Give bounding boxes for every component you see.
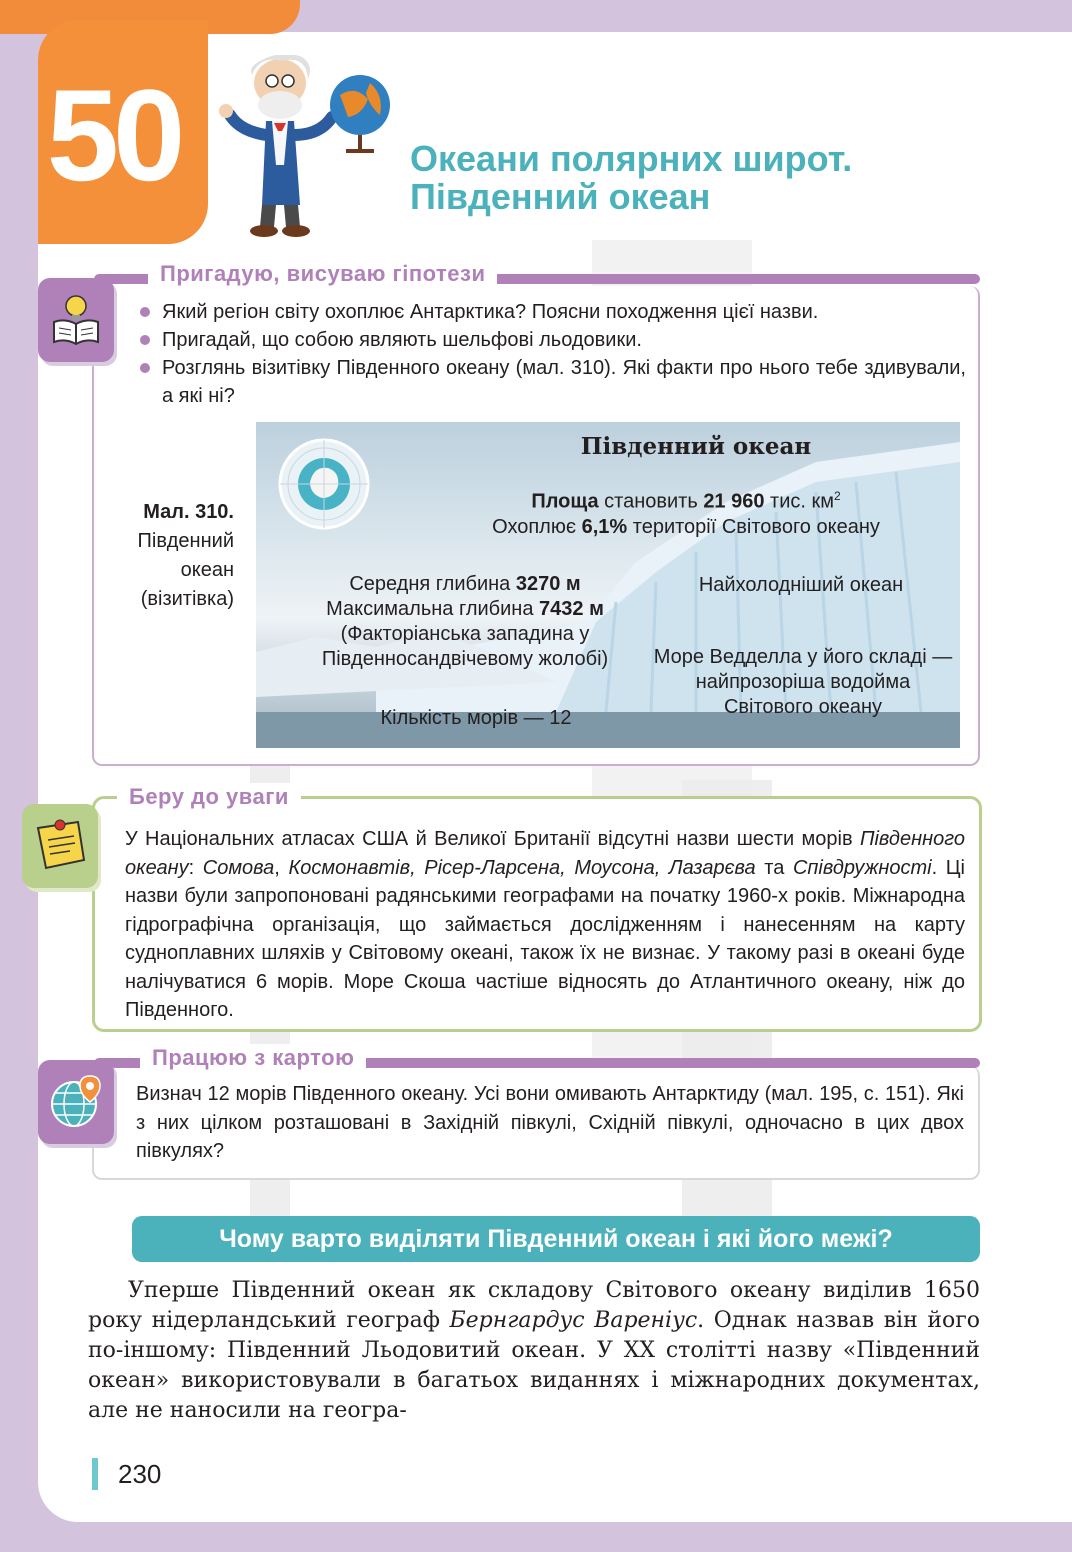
note-box [92, 784, 982, 1032]
recall-section-title: Пригадую, висуваю гіпотези [148, 260, 497, 288]
list-item: Який регіон світу охоплює Антарктика? Поясни походження цієї назви. [138, 298, 966, 326]
book-lightbulb-icon [48, 292, 104, 348]
lesson-title-line2: Південний океан [410, 176, 711, 217]
covers-value: 6,1% [581, 516, 628, 538]
list-item: Розглянь візитівку Південного океану (мал. 310). Які факти про нього тебе здивували, а які ні? [138, 354, 966, 410]
map-task-text: Визнач 12 морів Південного океану. Усі вони омивають Антарктиду (мал. 195, с. 151). Які з них цілком розташовані в Західній півкулі, Східній півкулі, одночасно в цих двох півкулях? [136, 1083, 964, 1162]
map-box [92, 1045, 980, 1180]
figure-caption-text: Південний океан (візитівка) [137, 530, 234, 610]
body-text-name: Бернгардус Вареніус [449, 1308, 698, 1333]
card-coldest: Найхолодніший океан [698, 574, 904, 596]
body-paragraph [88, 1276, 980, 1426]
note-text-sep: та [755, 856, 793, 879]
antarctica-globe-icon [276, 436, 372, 532]
map-section-title: Працюю з картою [140, 1044, 366, 1072]
globe-pin-icon [46, 1072, 106, 1132]
area-label: Площа [531, 490, 599, 513]
card-weddell: Море Ведделла у його складі — найпрозоріша водойма Світового океану [653, 646, 953, 718]
area-mid: становить [598, 490, 704, 513]
section-heading: Чому варто виділяти Південний океан і які його межі? [132, 1216, 980, 1262]
lesson-number: 50 [46, 62, 180, 208]
map-section-icon-tile [38, 1060, 114, 1144]
area-value: 21 960 [703, 490, 765, 513]
card-depth [280, 572, 650, 672]
avg-depth-value: 3270 м [515, 573, 581, 595]
sticky-note-icon [30, 816, 90, 876]
sea-name: Космонавтів, Рісер-Ларсена, Моусона, Лазарєва [288, 856, 756, 879]
note-text-part2: : [188, 856, 203, 879]
avg-depth-label: Середня глибина [349, 573, 516, 595]
recall-questions [138, 298, 966, 410]
note-section-title: Беру до уваги [117, 783, 301, 811]
southern-ocean-card [256, 422, 960, 748]
sea-name: Сомова [202, 856, 275, 879]
max-depth-label: Максимальна глибина [326, 598, 540, 620]
card-area [416, 484, 956, 515]
list-item: Пригадай, що собою являють шельфові льодовики. [138, 326, 966, 354]
card-seas-count: Кількість морів — 12 [380, 707, 572, 729]
max-depth-value: 7432 м [539, 598, 604, 620]
note-text-part3: . Ці назви були запропоновані радянськими географами на початку 1960-х років. Міжнародна гідрографічна організація, що займається дослідженням і нанесенням на карту судноплавних шляхів у Світовому океані, також їх не визнає. У такому разі в океані буде налічуватися 6 морів. Море Скоша частіше відносять до Атлантичного океану, ніж до Південного. [125, 856, 965, 1021]
covers-pre: Охоплює [492, 516, 582, 538]
card-title: Південний океан [580, 433, 812, 460]
note-text [125, 825, 965, 1025]
lesson-title-line1: Океани полярних широт. [410, 138, 853, 179]
note-text-sep: , [274, 856, 289, 879]
card-coverage [416, 515, 956, 540]
recall-section-icon-tile [38, 278, 114, 362]
area-unit: тис. км [764, 490, 834, 513]
trench-text: (Факторіанська западина у Південносандвічевому жолобі) [321, 623, 609, 670]
body-text-part2: . Однак назвав він його по-іншому: Південний Льодовитий океан. У XX столітті назву «Південний океан» використовували в багатьох виданнях і міжнародних документах, але не наносили на геогра- [88, 1308, 980, 1423]
figure-caption [100, 498, 234, 614]
sea-name: Співдружності [792, 856, 932, 879]
figure-caption-number: Мал. 310. [143, 501, 234, 523]
note-text-ocean: Південного океану [125, 828, 965, 879]
note-section-icon-tile [22, 804, 98, 888]
covers-post: території Світового океану [627, 516, 880, 538]
page-number: 230 [92, 1458, 161, 1490]
area-sup: 2 [834, 489, 841, 503]
note-text-part1: У Національних атласах США й Великої Британії відсутні назви шести морів [125, 828, 860, 850]
body-text-part1: Уперше Південний океан як складову Світового океану виділив 1650 року нідерландський географ [88, 1278, 980, 1333]
